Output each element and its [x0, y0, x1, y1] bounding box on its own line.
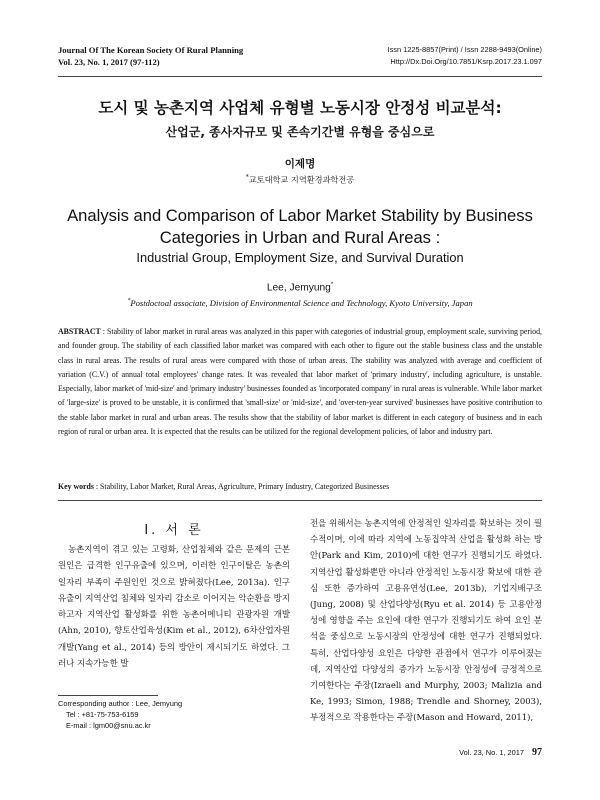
left-column: [58, 513, 290, 671]
keywords-divider: [58, 500, 542, 501]
journal-volume: Vol. 23, No. 1, 2017 (97-112): [58, 57, 160, 67]
right-paragraph: 전을 위해서는 농촌지역에 안정적인 일자리를 확보하는 것이 필수적이며, 이에 따라 지역에 노동집약적 산업을 활성화 하는 방안(Park and Kim, 2010)에 대한 연구가 진행되기도 하였다. 지역산업 활성화뿐만 아니라 안정적인 노동시장 확보에 대한 관심 또한 증가하여 고용유연성(Lee, 2013b), 기업지배구조(Jung, 2008) 및 산업다양성(Ryu et al. 2014) 등 고용안정성에 영향을 주는 요인에 대한 연구가 진행되기도 하여 요인 분석을 중심으로 노동시장의 안정성에 대한 연구가 진행되었다. 특히, 산업다양성 요인은 다양한 관점에서 연구가 이루어졌는데, 지역산업 다양성의 증가가 노동시장 안정성에 긍정적으로 기여한다는 주장(Izraeli and Murphy, 2003; Malizia and Ke, 1993; Simon, 1988; Trendle and Shorney, 2003), 부정적으로 작용한다는 주장(Mason and Howard, 2011),: [310, 518, 542, 723]
abstract: [58, 325, 542, 439]
title-english: [58, 205, 542, 249]
subtitle-korean: 산업군, 종사자규모 및 존속기간별 유형을 중심으로: [165, 125, 435, 139]
left-paragraph-text: 농촌지역이 겪고 있는 고령화, 산업침체와 같은 문제의 근본원인은 급격한 인구유출에 있으며, 이러한 인구이탈은 농촌의 일자리 부족이 주원인인 것으로 밝혀졌다(Lee, 2013a). 인구유출이 지역산업 침체와 일자리 감소로 이어지는 악순환을 방지하고자 지역산업 활성화를 위한 농촌어메니티 관광자원 개발(Ahn, 2010), 향토산업육성(Kim et al., 2012), 6차산업자원 개발(Yang et al., 2014) 등의 방안이 제시되기도 하였다. 그러나 지속가능한 발: [58, 544, 290, 669]
journal-name: Journal Of The Korean Society Of Rural Planning: [58, 45, 244, 55]
section-title: I. 서 론: [144, 523, 204, 538]
affiliation-korean-text: 교토대학교 지역환경과학전공: [248, 174, 355, 185]
footnote-divider: [58, 695, 158, 696]
author-tel: Tel : +81-75-753-6159: [66, 710, 139, 719]
author-korean: 이제명: [284, 158, 316, 170]
subtitle-english: Industrial Group, Employment Size, and Survival Duration: [136, 250, 464, 265]
journal-header: [58, 44, 542, 74]
affiliation-english-mark: *: [127, 298, 131, 305]
header-divider: [58, 76, 542, 77]
author-english-name: Lee, Jemyung: [266, 282, 331, 294]
right-column: [310, 515, 542, 726]
doi-link[interactable]: Http://Dx.Doi.Org/10.7851/Ksrp.2017.23.1.097: [390, 57, 542, 66]
journal-info: [58, 44, 243, 68]
title-korean: 도시 및 농촌지역 사업체 유형별 노동시장 안정성 비교분석:: [98, 99, 502, 117]
footnote: [58, 698, 290, 731]
footer-volume: Vol. 23, No. 1, 2017: [459, 748, 524, 757]
author-email[interactable]: E-mail : lgm00@snu.ac.kr: [66, 721, 151, 730]
page-footer: [459, 747, 542, 758]
affiliation-korean: [58, 174, 542, 186]
author-english: [58, 282, 542, 293]
affiliation-korean-mark: *: [245, 174, 249, 181]
affiliation-english-text: Postdoctoal associate, Division of Environmental Science and Technology, Kyoto University, Japan: [130, 298, 473, 308]
title-english-line2: Categories in Urban and Rural Areas :: [159, 228, 441, 247]
abstract-text: : Stability of labor market in rural areas was analyzed in this paper with categories of industrial group, employment scale, surviving period, and founder group. The stability of each classified labor market was compared with each other to figure out the stable business class and the unstable class in rural areas. The results of rural areas were compared with those of urban areas. The stability was analyzed with average and coefficient of variation (C.V.) of annual total employees' change rates. It was revealed that labor market of 'primary industry', including agriculture, is unstable. Especially, labor market of 'mid-size' and 'primary industry' businesses founded as 'incorporated company' in rural areas is vulnerable. While labor market of 'large-size' is proved to be unstable, it is confirmed that 'small-size' or 'mid-size', and 'over-ten-year survived' businesses have positive contribution to the stable labor market in rural and urban areas. The results show that the stability of labor market is different in each category of business and in each region of rural or urban area. It is expected that the results can be utilized for the regional development policies, of labor and industry part.: [58, 327, 542, 437]
abstract-label: ABSTRACT: [58, 327, 101, 336]
author-english-mark: *: [330, 282, 334, 288]
title-english-line1: Analysis and Comparison of Labor Market Stability by Business: [67, 206, 533, 225]
keywords: [58, 482, 542, 491]
keywords-label: Key words: [58, 482, 94, 491]
keywords-text: : Stability, Labor Market, Rural Areas, Agriculture, Primary Industry, Categorized Businesses: [93, 482, 390, 491]
corresponding-author: Corresponding author : Lee, Jemyung: [58, 699, 183, 708]
page-number: 97: [532, 747, 542, 758]
issn-info: [388, 44, 542, 68]
issn-numbers: Issn 1225-8857(Print) / Issn 2288-9493(Online): [387, 45, 542, 54]
left-paragraph: [58, 541, 290, 671]
affiliation-english: [58, 298, 542, 308]
